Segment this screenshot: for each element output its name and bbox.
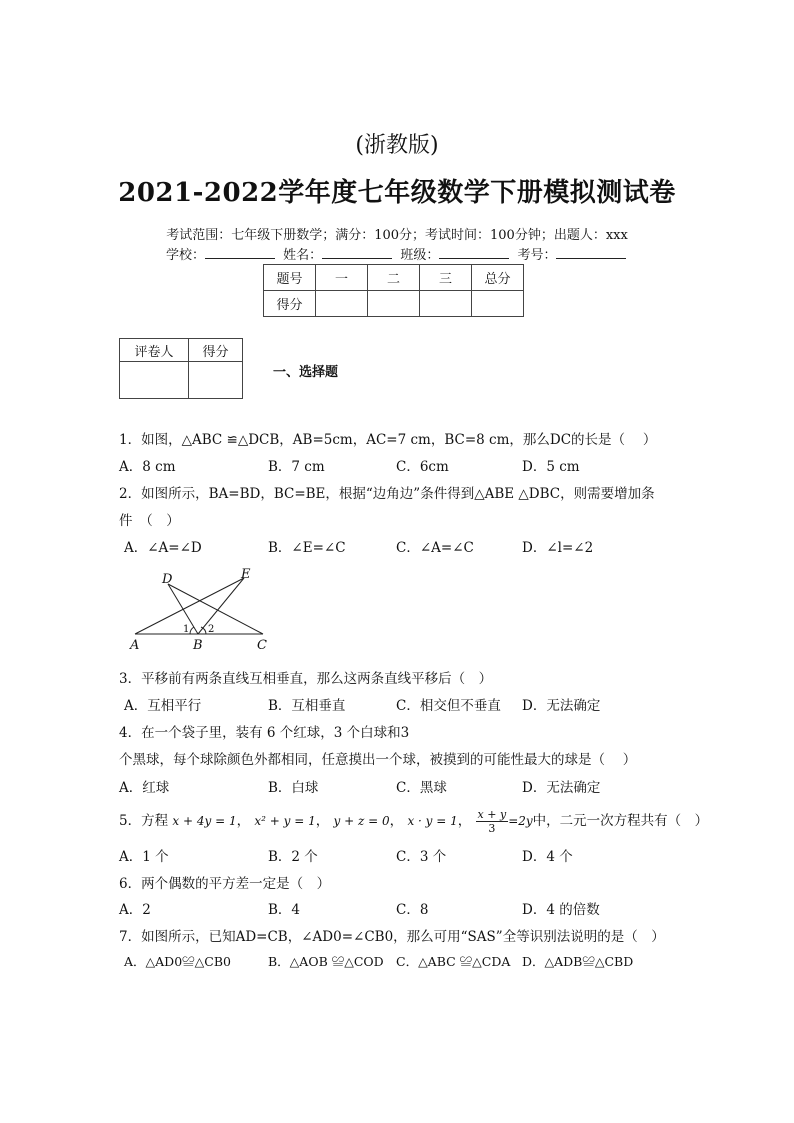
equation-1: x + 4y = 1 (172, 814, 237, 828)
figure-label-b: B (193, 638, 203, 652)
question-2-option-d: D．∠l=∠2 (522, 540, 594, 556)
score-cell (420, 291, 472, 317)
question-3-stem: 3．平移前有两条直线互相垂直，那么这两条直线平移后（ ） (119, 671, 493, 687)
exam-title: 2021-2022学年度七年级数学下册模拟测试卷 (118, 178, 676, 208)
question-5-suffix: 中，二元一次方程共有（ ） (532, 813, 709, 829)
school-label: 学校： (166, 248, 206, 263)
score-table (263, 264, 524, 317)
figure-label-angle-2: 2 (208, 624, 215, 635)
question-5-option-a: A．1 个 (119, 849, 169, 865)
figure-label-c: C (257, 638, 267, 652)
question-6-option-a: A．2 (119, 902, 151, 918)
grader-empty-cell (120, 362, 189, 399)
score-header-cell: 三 (420, 265, 472, 291)
question-3-option-c: C．相交但不垂直 (396, 698, 501, 714)
question-4-stem: 4．在一个袋子里，装有 6 个红球，3 个白球和3 (119, 725, 410, 741)
question-3-option-a: A．互相平行 (124, 698, 202, 714)
question-5-option-d: D．4 个 (522, 849, 573, 865)
question-5-option-b: B．2 个 (268, 849, 318, 865)
question-5-stem: 5．方程 x + 4y = 1， x² + y = 1， y + z = 0， x · y = 1， $\frac{x + y}{3}$ =2y中，二元一次方程共有（ ） (119, 808, 709, 835)
score-row-label: 得分 (264, 291, 316, 317)
score-cell (316, 291, 368, 317)
question-7-option-a: A．△AD0≌△CB0 (124, 954, 231, 969)
equation-5-fraction (476, 808, 509, 835)
question-6-option-b: B．4 (268, 902, 301, 918)
angle-1-arc (190, 627, 194, 634)
name-blank (322, 246, 392, 259)
figure-label-angle-1: 1 (183, 624, 190, 635)
question-6-stem: 6．两个偶数的平方差一定是（ ） (119, 876, 331, 892)
question-1-option-c: C．6cm (396, 459, 449, 475)
question-3-option-d: D．无法确定 (522, 698, 601, 714)
class-label: 班级： (400, 248, 440, 263)
question-2-option-b: B．∠E=∠C (268, 540, 346, 556)
question-4-option-a: A．红球 (119, 780, 170, 796)
grader-label-cell: 评卷人 (120, 339, 189, 362)
question-2-stem: 2．如图所示，BA=BD，BC=BE，根据“边角边”条件得到△ABE △DBC，则需要增加条 (119, 486, 655, 502)
id-blank (556, 246, 626, 259)
score-header-cell: 总分 (472, 265, 524, 291)
grader-header-row (120, 339, 243, 362)
angle-2-arc (201, 627, 206, 634)
question-1-stem: 1．如图，△ABC ≌△DCB，AB=5cm，AC=7 cm，BC=8 cm，那么DC的长是（ ） (119, 432, 657, 448)
question-2-option-c: C．∠A=∠C (396, 540, 474, 556)
section-title: 一、选择题 (273, 365, 339, 380)
score-header-cell: 二 (368, 265, 420, 291)
name-label: 姓名： (283, 248, 323, 263)
question-2-option-a: A．∠A=∠D (124, 540, 202, 556)
question-1-option-d: D．5 cm (522, 459, 580, 475)
question-3-option-b: B．互相垂直 (268, 698, 346, 714)
score-cell (472, 291, 524, 317)
question-5-option-c: C．3 个 (396, 849, 447, 865)
score-table-header-row (264, 265, 524, 291)
question-4-stem-cont: 个黑球，每个球除颜色外都相同，任意摸出一个球，被摸到的可能性最大的球是（ ） (119, 752, 637, 768)
score-cell (368, 291, 420, 317)
grader-table (119, 338, 243, 399)
equation-2: x² + y = 1 (254, 814, 316, 828)
id-label: 考号： (517, 248, 557, 263)
question-1-option-a: A．8 cm (119, 459, 176, 475)
figure-label-e: E (241, 567, 251, 582)
exam-info: 考试范围：七年级下册数学；满分：100分；考试时间：100分钟；出题人：xxx (166, 228, 628, 243)
equation-5-tail: =2y (508, 814, 533, 828)
grader-empty-cell (189, 362, 243, 399)
class-blank (439, 246, 509, 259)
equation-3: y + z = 0 (333, 814, 390, 828)
question-4-option-c: C．黑球 (396, 780, 447, 796)
score-header-cell: 一 (316, 265, 368, 291)
question-2-stem-cont: 件 （ ） (119, 513, 180, 529)
figure-line-be (198, 578, 244, 634)
school-blank (205, 246, 275, 259)
question-7-stem: 7．如图所示，已知AD=CB，∠AD0=∠CB0，那么可用“SAS”全等识别法说明的是（ ） (119, 929, 665, 945)
question-7-option-d: D．△ADB≌△CBD (522, 954, 634, 969)
score-table-score-row (264, 291, 524, 317)
student-info-fields (166, 244, 626, 263)
question-4-option-d: D．无法确定 (522, 780, 601, 796)
question-7-option-b: B．△AOB ≌△COD (268, 954, 384, 969)
fraction-numerator: x + y (477, 808, 507, 821)
question-6-option-c: C．8 (396, 902, 429, 918)
figure-line-ae (135, 578, 244, 634)
figure-label-d: D (162, 572, 173, 587)
fraction-denominator: 3 (488, 822, 496, 835)
question-7-option-c: C．△ABC ≌△CDA (396, 954, 511, 969)
triangle-figure (128, 566, 278, 652)
figure-label-a: A (130, 638, 140, 652)
grader-score-label-cell: 得分 (189, 339, 243, 362)
question-5-prefix: 5．方程 (119, 813, 169, 829)
equation-4: x · y = 1 (407, 814, 458, 828)
question-1-option-b: B．7 cm (268, 459, 325, 475)
score-header-cell: 题号 (264, 265, 316, 291)
grader-empty-row (120, 362, 243, 399)
edition-label: (浙教版) (355, 133, 439, 158)
question-6-option-d: D．4 的倍数 (522, 902, 600, 918)
question-4-option-b: B．白球 (268, 780, 319, 796)
